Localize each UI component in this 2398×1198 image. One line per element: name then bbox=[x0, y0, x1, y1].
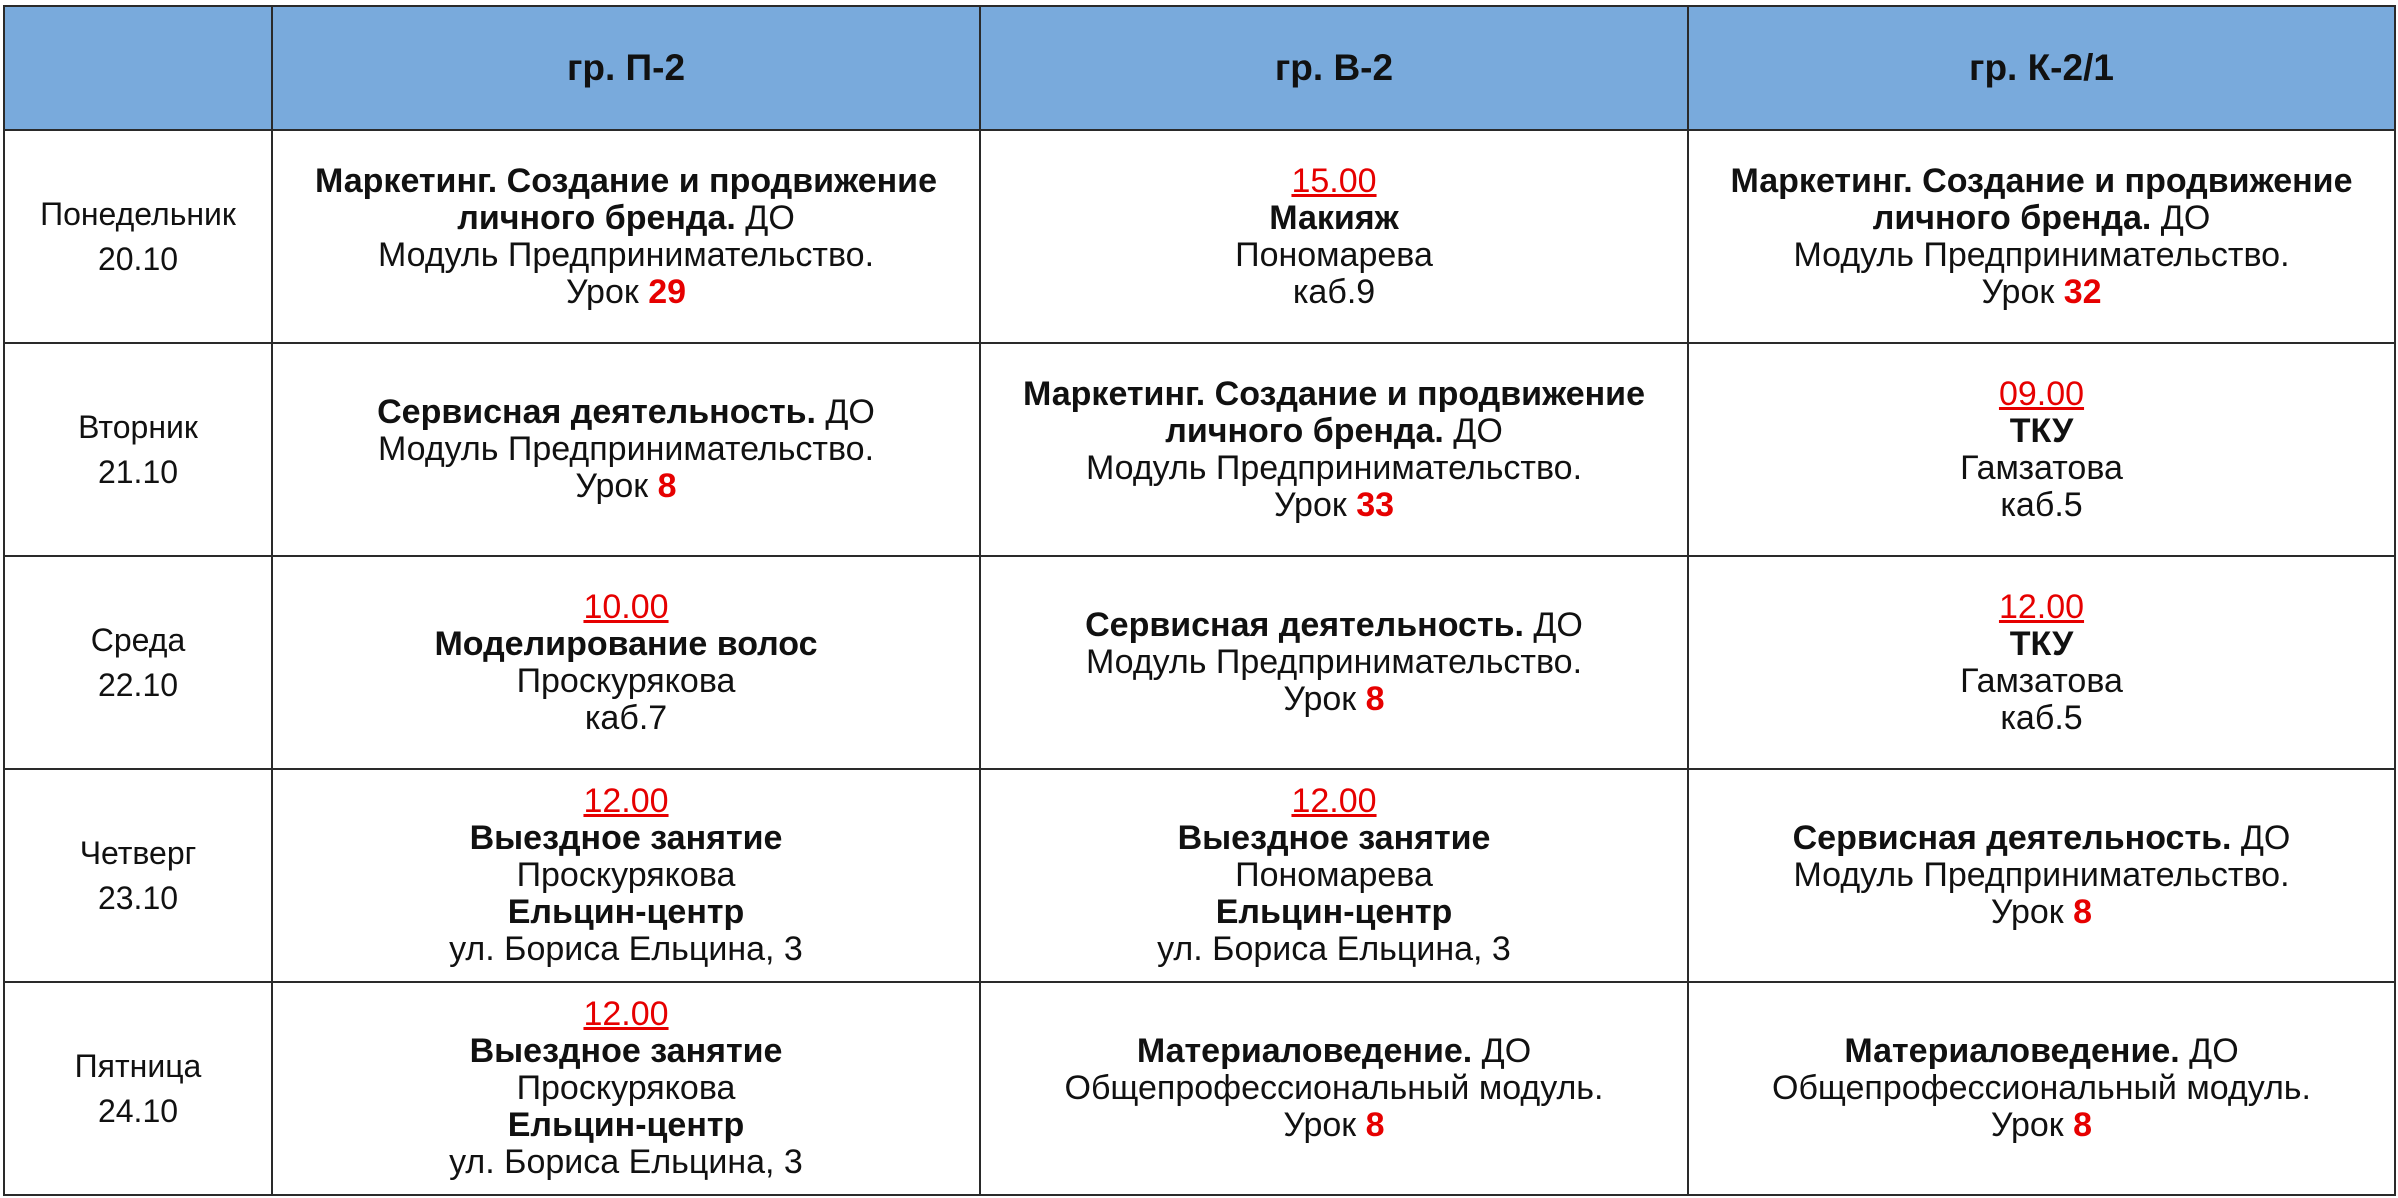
lesson-title: личного бренда. bbox=[1165, 411, 1444, 450]
lesson-text: Урок bbox=[565, 272, 649, 311]
lesson-text: Модуль Предпринимательство. bbox=[377, 235, 875, 274]
lesson-title: ТКУ bbox=[2009, 624, 2074, 663]
lesson-cell-p2 bbox=[272, 982, 980, 1195]
day-date: 21.10 bbox=[97, 453, 179, 490]
lesson-line bbox=[1699, 626, 2384, 663]
lesson-cell-v2 bbox=[980, 130, 1688, 343]
lesson-time: 12.00 bbox=[583, 782, 669, 820]
lesson-title: Ельцин-центр bbox=[1215, 893, 1453, 931]
lesson-line bbox=[283, 820, 969, 857]
lesson-text: Урок bbox=[1283, 680, 1366, 718]
lesson-text: Модуль Предпринимательство. bbox=[1793, 856, 2290, 894]
lesson-line bbox=[1699, 274, 2384, 311]
lesson-text: ул. Бориса Ельцина, 3 bbox=[1157, 930, 1511, 968]
lesson-line bbox=[991, 274, 1677, 311]
lesson-number: 29 bbox=[648, 272, 687, 311]
lesson-number: 8 bbox=[2073, 893, 2093, 931]
day-date: 23.10 bbox=[97, 879, 179, 916]
lesson-number: 8 bbox=[657, 467, 677, 505]
lesson-line bbox=[1699, 663, 2384, 700]
lesson-line bbox=[283, 237, 969, 274]
lesson-title: Материаловедение. bbox=[1136, 1032, 1473, 1070]
lesson-text: Модуль Предпринимательство. bbox=[1085, 643, 1583, 681]
lesson-line bbox=[283, 431, 969, 468]
lesson-line bbox=[991, 487, 1677, 524]
lesson-title: Выездное занятие bbox=[1177, 819, 1491, 857]
lesson-number: 8 bbox=[1365, 680, 1385, 718]
lesson-line bbox=[283, 931, 969, 968]
lesson-title: Маркетинг. Создание и продвижение bbox=[1730, 161, 2353, 200]
lesson-line bbox=[991, 681, 1677, 718]
lesson-line bbox=[283, 1107, 969, 1144]
lesson-time: 15.00 bbox=[1291, 161, 1377, 200]
lesson-cell-p2 bbox=[272, 130, 980, 343]
lesson-line bbox=[283, 857, 969, 894]
lesson-text: Проскурякова bbox=[516, 661, 736, 700]
lesson-line bbox=[1699, 700, 2384, 737]
lesson-line bbox=[991, 237, 1677, 274]
lesson-text: Гамзатова bbox=[1960, 661, 2123, 700]
lesson-time: 09.00 bbox=[1998, 374, 2085, 413]
lesson-line bbox=[991, 931, 1677, 968]
lesson-text: ДО bbox=[1472, 1032, 1532, 1070]
lesson-line bbox=[283, 1070, 969, 1107]
lesson-line bbox=[1699, 237, 2384, 274]
lesson-cell-p2 bbox=[272, 556, 980, 769]
lesson-text: ДО bbox=[735, 198, 795, 237]
lesson-line bbox=[1699, 820, 2384, 857]
day-row bbox=[4, 343, 2395, 556]
lesson-line bbox=[1699, 894, 2384, 931]
lesson-text: Модуль Предпринимательство. bbox=[1793, 235, 2290, 274]
lesson-time: 12.00 bbox=[1291, 782, 1377, 820]
lesson-cell-k21 bbox=[1688, 130, 2395, 343]
group-header-v2: гр. В-2 bbox=[980, 6, 1688, 130]
lesson-text: каб.5 bbox=[2000, 698, 2083, 737]
lesson-title: Выездное занятие bbox=[469, 819, 783, 857]
lesson-text: Пономарева bbox=[1235, 235, 1433, 274]
lesson-number: 8 bbox=[2073, 1106, 2093, 1144]
day-row bbox=[4, 769, 2395, 982]
lesson-line bbox=[283, 663, 969, 700]
lesson-line bbox=[283, 200, 969, 237]
day-row bbox=[4, 130, 2395, 343]
lesson-title: Сервисная деятельность. bbox=[1085, 606, 1524, 644]
lesson-title: личного бренда. bbox=[457, 198, 736, 237]
lesson-title: Маркетинг. Создание и продвижение bbox=[315, 161, 937, 200]
lesson-text: Урок bbox=[1990, 893, 2074, 931]
lesson-text: ДО bbox=[815, 393, 875, 431]
lesson-line bbox=[283, 163, 969, 200]
lesson-line bbox=[1699, 487, 2384, 524]
lesson-time: 12.00 bbox=[1998, 587, 2085, 626]
lesson-cell-k21 bbox=[1688, 982, 2395, 1195]
lesson-line bbox=[1699, 413, 2384, 450]
lesson-text: Урок bbox=[1283, 1106, 1366, 1144]
lesson-text: ул. Бориса Ельцина, 3 bbox=[449, 930, 803, 968]
lesson-cell-k21 bbox=[1688, 556, 2395, 769]
lesson-line bbox=[991, 894, 1677, 931]
lesson-title: личного бренда. bbox=[1872, 198, 2152, 237]
lesson-title: Ельцин-центр bbox=[507, 1106, 745, 1144]
lesson-text: Проскурякова bbox=[516, 856, 736, 894]
lesson-cell-p2 bbox=[272, 769, 980, 982]
lesson-text: ДО bbox=[2179, 1032, 2239, 1070]
lesson-text: Урок bbox=[1273, 485, 1357, 524]
lesson-line bbox=[1699, 200, 2384, 237]
lesson-title: Материаловедение. bbox=[1844, 1032, 2180, 1070]
day-cell bbox=[4, 982, 272, 1195]
lesson-line bbox=[991, 783, 1677, 820]
lesson-cell-p2 bbox=[272, 343, 980, 556]
day-cell bbox=[4, 769, 272, 982]
day-cell bbox=[4, 556, 272, 769]
lesson-line bbox=[991, 607, 1677, 644]
lesson-line bbox=[991, 413, 1677, 450]
lesson-line bbox=[1699, 589, 2384, 626]
lesson-text: Урок bbox=[1981, 272, 2064, 311]
lesson-text: Гамзатова bbox=[1960, 448, 2123, 487]
lesson-title: Макияж bbox=[1269, 198, 1399, 237]
lesson-time: 10.00 bbox=[583, 587, 669, 626]
lesson-line bbox=[283, 394, 969, 431]
header-corner-cell bbox=[4, 6, 272, 130]
lesson-line bbox=[991, 376, 1677, 413]
lesson-text: ДО bbox=[2151, 198, 2211, 237]
lesson-number: 8 bbox=[1365, 1106, 1385, 1144]
day-date: 22.10 bbox=[97, 666, 179, 703]
lesson-title: Сервисная деятельность. bbox=[1792, 819, 2232, 857]
lesson-line bbox=[283, 894, 969, 931]
lesson-line bbox=[1699, 163, 2384, 200]
schedule-table bbox=[3, 5, 2396, 1196]
day-name: Пятница bbox=[74, 1047, 202, 1084]
lesson-title: ТКУ bbox=[2009, 411, 2074, 450]
lesson-text: Пономарева bbox=[1235, 856, 1433, 894]
schedule-body bbox=[4, 130, 2395, 1195]
day-date: 20.10 bbox=[97, 240, 179, 277]
lesson-time: 12.00 bbox=[583, 995, 669, 1033]
lesson-line bbox=[1699, 1107, 2384, 1144]
lesson-cell-k21 bbox=[1688, 343, 2395, 556]
lesson-line bbox=[283, 589, 969, 626]
lesson-text: каб.7 bbox=[584, 698, 668, 737]
lesson-line bbox=[283, 1033, 969, 1070]
group-header-k21: гр. К-2/1 bbox=[1688, 6, 2395, 130]
lesson-text: Проскурякова bbox=[516, 1069, 736, 1107]
lesson-line bbox=[1699, 450, 2384, 487]
lesson-line bbox=[991, 857, 1677, 894]
lesson-number: 32 bbox=[2063, 272, 2102, 311]
day-cell bbox=[4, 130, 272, 343]
lesson-line bbox=[991, 163, 1677, 200]
lesson-text: Модуль Предпринимательство. bbox=[1085, 448, 1583, 487]
day-name: Понедельник bbox=[40, 195, 236, 232]
lesson-cell-v2 bbox=[980, 343, 1688, 556]
day-name: Четверг bbox=[79, 834, 197, 871]
lesson-text: ДО bbox=[1523, 606, 1583, 644]
lesson-line bbox=[283, 274, 969, 311]
lesson-line bbox=[991, 1033, 1677, 1070]
lesson-title: Моделирование волос bbox=[434, 624, 818, 663]
lesson-text: Общепрофессиональный модуль. bbox=[1064, 1069, 1604, 1107]
lesson-line bbox=[991, 820, 1677, 857]
lesson-line bbox=[991, 200, 1677, 237]
group-header-p2: гр. П-2 bbox=[272, 6, 980, 130]
lesson-cell-v2 bbox=[980, 769, 1688, 982]
lesson-title: Маркетинг. Создание и продвижение bbox=[1023, 374, 1645, 413]
lesson-text: ул. Бориса Ельцина, 3 bbox=[449, 1143, 803, 1181]
lesson-text: Модуль Предпринимательство. bbox=[377, 430, 875, 468]
lesson-line bbox=[991, 644, 1677, 681]
lesson-cell-v2 bbox=[980, 556, 1688, 769]
day-name: Среда bbox=[90, 621, 186, 658]
lesson-line bbox=[283, 1144, 969, 1181]
lesson-title: Выездное занятие bbox=[469, 1032, 783, 1070]
lesson-line bbox=[283, 468, 969, 505]
lesson-title: Сервисная деятельность. bbox=[377, 393, 816, 431]
lesson-text: каб.5 bbox=[2000, 485, 2083, 524]
lesson-text: ДО bbox=[2231, 819, 2291, 857]
lesson-line bbox=[991, 450, 1677, 487]
header-row bbox=[4, 6, 2395, 130]
lesson-line bbox=[283, 626, 969, 663]
day-cell bbox=[4, 343, 272, 556]
lesson-title: Ельцин-центр bbox=[507, 893, 745, 931]
lesson-line bbox=[283, 996, 969, 1033]
lesson-number: 33 bbox=[1356, 485, 1395, 524]
day-name: Вторник bbox=[78, 408, 198, 445]
lesson-line bbox=[283, 700, 969, 737]
lesson-line bbox=[1699, 1033, 2384, 1070]
lesson-line bbox=[1699, 376, 2384, 413]
lesson-line bbox=[991, 1070, 1677, 1107]
lesson-cell-v2 bbox=[980, 982, 1688, 1195]
lesson-line bbox=[991, 1107, 1677, 1144]
lesson-line bbox=[283, 783, 969, 820]
day-date: 24.10 bbox=[97, 1092, 179, 1129]
lesson-text: Урок bbox=[1990, 1106, 2074, 1144]
day-row bbox=[4, 982, 2395, 1195]
lesson-text: ДО bbox=[1443, 411, 1503, 450]
lesson-line bbox=[1699, 1070, 2384, 1107]
lesson-cell-k21 bbox=[1688, 769, 2395, 982]
day-row bbox=[4, 556, 2395, 769]
lesson-line bbox=[1699, 857, 2384, 894]
lesson-text: Урок bbox=[575, 467, 658, 505]
lesson-text: Общепрофессиональный модуль. bbox=[1772, 1069, 2311, 1107]
lesson-text: каб.9 bbox=[1292, 272, 1376, 311]
